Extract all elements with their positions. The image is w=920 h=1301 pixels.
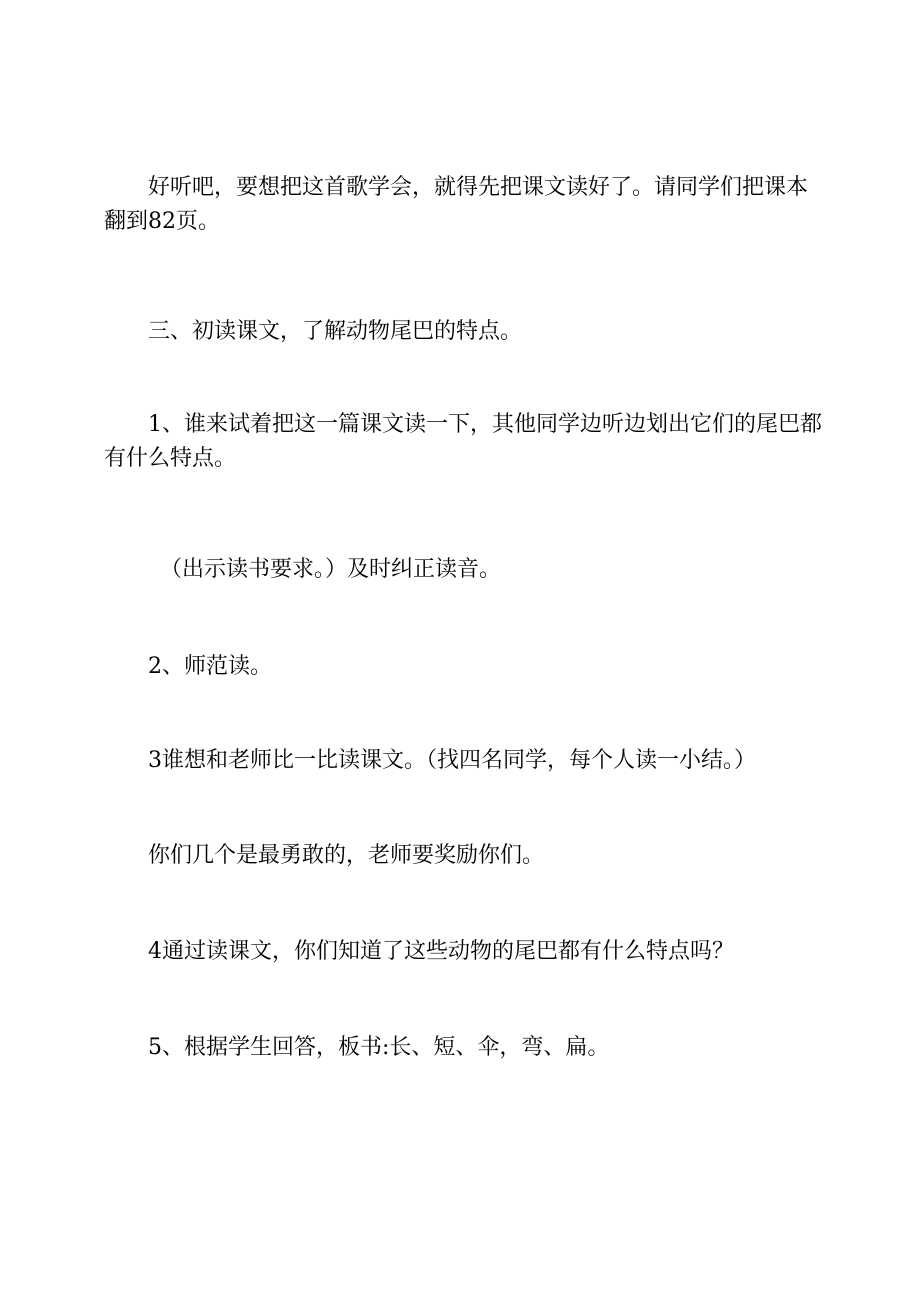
paragraph-step-5: 5、根据学生回答，板书:长、短、伞，弯、扁。: [148, 1035, 610, 1060]
paragraph-line: 好听吧，要想把这首歌学会，就得先把课文读好了。请同学们把课本: [148, 175, 809, 200]
paragraph-praise: 你们几个是最勇敢的，老师要奖励你们。: [148, 843, 545, 868]
paragraph-step-1: [104, 408, 822, 476]
paragraph-line: 有什么特点。: [104, 446, 237, 471]
paragraph-step-3: 3谁想和老师比一比读课文。（找四名同学，每个人读一小结。）: [148, 748, 756, 773]
paragraph-line: 翻到82页。: [104, 209, 220, 234]
section-heading: 三、初读课文，了解动物尾巴的特点。: [148, 319, 523, 344]
paragraph-reading-requirement: （出示读书要求。）及时纠正读音。: [160, 557, 502, 582]
paragraph-song-intro: [104, 171, 816, 239]
paragraph-line: 1、谁来试着把这一篇课文读一下，其他同学边听边划出它们的尾巴都: [148, 412, 822, 437]
paragraph-step-4: 4通过读课文，你们知道了这些动物的尾巴都有什么特点吗？: [148, 939, 734, 964]
paragraph-step-2: 2、师范读。: [148, 654, 272, 679]
